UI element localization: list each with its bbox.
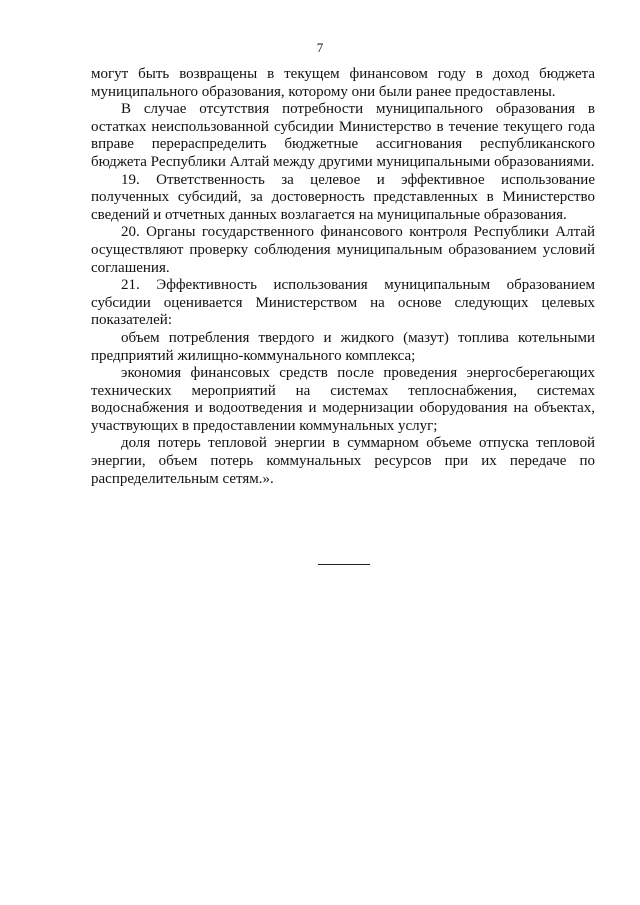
paragraph-continuation: могут быть возвращены в текущем финансовом году в доход бюджета муниципального образования, которому они были ранее предоставлены. xyxy=(91,66,595,100)
paragraph-item-20: 20. Органы государственного финансового контроля Республики Алтай осуществляют проверку соблюдения муниципальным образованием условий соглашения. xyxy=(91,224,595,276)
indicator-heat-losses: доля потерь тепловой энергии в суммарном объеме отпуска тепловой энергии, объем потерь коммунальных ресурсов при их передаче по распределительным сетям.». xyxy=(91,435,595,487)
paragraph-item-19: 19. Ответственность за целевое и эффективное использование полученных субсидий, за достоверность представленных в Министерство сведений и отчетных данных возлагается на муниципальные образования. xyxy=(91,171,595,223)
end-separator-line xyxy=(318,564,370,565)
paragraph-redistribution: В случае отсутствия потребности муниципального образования в остатках неиспользованной субсидии Министерство в течение текущего года вправе перераспределить бюджетные ассигнования республиканского бюджета Республики Алтай между другими муниципальными образованиями. xyxy=(91,101,595,170)
indicator-fuel-consumption: объем потребления твердого и жидкого (мазут) топлива котельными предприятий жилищно-коммунального комплекса; xyxy=(91,329,595,364)
paragraph-item-21: 21. Эффективность использования муниципальным образованием субсидии оценивается Министерством на основе следующих целевых показателей: xyxy=(91,277,595,329)
indicator-financial-savings: экономия финансовых средств после проведения энергосберегающих технических мероприятий на системах теплоснабжения, системах водоснабжения и водоотведения и модернизации оборудования на объектах, участвующих в предоставлении коммунальных услуг; xyxy=(91,365,595,434)
document-body xyxy=(91,66,595,488)
page-number: 7 xyxy=(316,40,324,55)
